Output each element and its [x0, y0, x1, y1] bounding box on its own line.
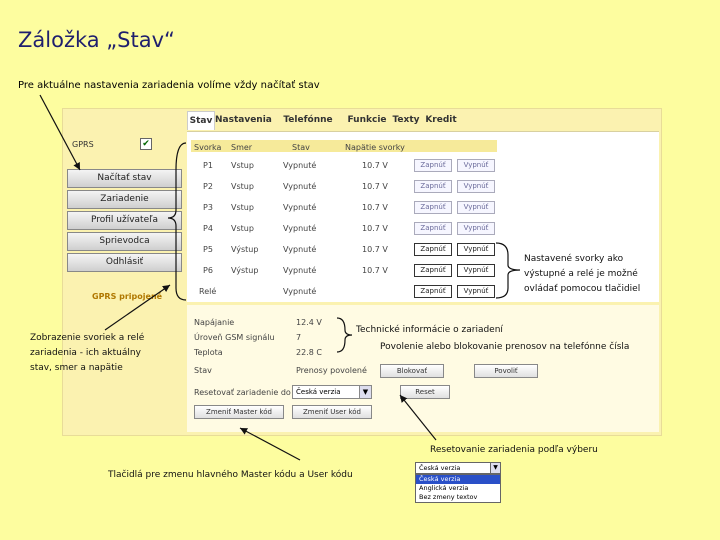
gsm-value: 7 — [296, 333, 302, 342]
row-stav: Vypnuté — [283, 203, 317, 212]
language-dropdown-value: Česká verzia — [419, 464, 461, 472]
device-button[interactable]: Zariadenie — [67, 190, 182, 209]
row-svorka: P4 — [203, 224, 213, 233]
on-button[interactable]: Zapnúť — [414, 264, 452, 277]
gprs-status: GPRS pripojené — [92, 292, 163, 301]
bracket-to-output-buttons — [496, 243, 520, 298]
arrow-to-table — [105, 285, 170, 330]
off-button[interactable]: Vypnúť — [457, 222, 495, 235]
dropdown-option[interactable]: Česká verzia — [416, 475, 500, 484]
row-svorka: P1 — [203, 161, 213, 170]
napajanie-label: Napájanie — [194, 318, 235, 327]
row-napatie: 10.7 V — [362, 245, 388, 254]
tab-kredit[interactable]: Kredit — [425, 115, 457, 125]
row-smer: Vstup — [231, 161, 254, 170]
arrow-to-code-buttons — [240, 428, 300, 460]
col-header-napatie: Napätie svorky — [345, 143, 405, 152]
on-button[interactable]: Zapnúť — [414, 222, 452, 235]
row-smer: Výstup — [231, 245, 259, 254]
reset-label: Resetovať zariadenie do — [194, 388, 291, 397]
off-button[interactable]: Vypnúť — [457, 159, 495, 172]
col-header-svorka: Svorka — [194, 143, 222, 152]
row-svorka: P2 — [203, 182, 213, 191]
chevron-down-icon[interactable]: ▼ — [490, 463, 500, 473]
row-smer: Vstup — [231, 224, 254, 233]
on-button[interactable]: Zapnúť — [414, 159, 452, 172]
row-smer: Vstup — [231, 203, 254, 212]
row-napatie: 10.7 V — [362, 203, 388, 212]
row-stav: Vypnuté — [283, 182, 317, 191]
allow-button[interactable]: Povoliť — [474, 364, 538, 378]
bracket-to-terminals — [168, 143, 186, 300]
row-stav: Vypnuté — [283, 245, 317, 254]
off-button[interactable]: Vypnúť — [457, 180, 495, 193]
on-button[interactable]: Zapnúť — [414, 285, 452, 298]
row-svorka: Relé — [199, 287, 217, 296]
row-napatie: 10.7 V — [362, 182, 388, 191]
tab-texty[interactable]: Texty — [392, 115, 420, 125]
off-button[interactable]: Vypnúť — [457, 285, 495, 298]
user-profile-button[interactable]: Profil užívateľa — [67, 211, 182, 230]
block-button[interactable]: Blokovať — [380, 364, 444, 378]
slide-subtitle: Pre aktuálne nastavenia zariadenia volíme vždy načítať stav — [18, 80, 320, 91]
teplota-value: 22.8 C — [296, 348, 322, 357]
language-dropdown-list — [415, 474, 501, 503]
tab-telefonne-cisla[interactable]: Telefónne — [283, 115, 333, 125]
row-svorka: P5 — [203, 245, 213, 254]
chevron-down-icon[interactable]: ▼ — [359, 386, 371, 398]
row-svorka: P3 — [203, 203, 213, 212]
teplota-label: Teplota — [194, 348, 223, 357]
row-napatie: 10.7 V — [362, 224, 388, 233]
change-master-code-button[interactable]: Zmeniť Master kód — [194, 405, 284, 419]
on-button[interactable]: Zapnúť — [414, 243, 452, 256]
row-stav: Vypnuté — [283, 287, 317, 296]
annotation-transfer-toggle: Povolenie alebo blokovanie prenosov na telefónne čísla — [380, 342, 630, 352]
row-stav: Vypnuté — [283, 266, 317, 275]
annotation-terminals-view: Zobrazenie svoriek a relé zariadenia - ich aktuálny stav, smer a napätie — [30, 333, 145, 373]
reset-select-value: Česká verzia — [296, 388, 341, 396]
tab-stav[interactable]: Stav — [187, 111, 215, 130]
gsm-label: Úroveň GSM signálu — [194, 333, 275, 342]
load-status-button[interactable]: Načítať stav — [67, 169, 182, 188]
row-stav: Vypnuté — [283, 224, 317, 233]
gprs-checkbox[interactable]: ✔ — [140, 138, 152, 150]
row-napatie: 10.7 V — [362, 161, 388, 170]
arrow-to-load-status — [40, 95, 80, 170]
off-button[interactable]: Vypnúť — [457, 264, 495, 277]
dropdown-option[interactable]: Anglická verzia — [419, 484, 469, 492]
change-user-code-button[interactable]: Zmeniť User kód — [292, 405, 372, 419]
tab-nastavenia[interactable]: Nastavenia — [215, 115, 272, 125]
on-button[interactable]: Zapnúť — [414, 201, 452, 214]
annotation-reset: Resetovanie zariadenia podľa výberu — [430, 445, 598, 455]
off-button[interactable]: Vypnúť — [457, 243, 495, 256]
wizard-button[interactable]: Sprievodca — [67, 232, 182, 251]
annotation-tech-info: Technické informácie o zariadení — [356, 325, 503, 335]
row-napatie: 10.7 V — [362, 266, 388, 275]
annotation-output-terminals: Nastavené svorky ako výstupné a relé je možné ovládať pomocou tlačidiel — [524, 254, 641, 294]
gprs-label: GPRS — [72, 140, 94, 149]
row-smer: Výstup — [231, 266, 259, 275]
reset-button[interactable]: Reset — [400, 385, 450, 399]
on-button[interactable]: Zapnúť — [414, 180, 452, 193]
row-svorka: P6 — [203, 266, 213, 275]
stav-label: Stav — [194, 366, 212, 375]
napajanie-value: 12.4 V — [296, 318, 322, 327]
slide-title: Záložka „Stav“ — [18, 28, 175, 52]
dropdown-option[interactable]: Bez zmeny textov — [419, 493, 478, 501]
col-header-stav: Stav — [292, 143, 310, 152]
annotation-code-buttons: Tlačidlá pre zmenu hlavného Master kódu a User kódu — [108, 470, 353, 480]
tab-funkcie[interactable]: Funkcie — [347, 115, 387, 125]
off-button[interactable]: Vypnúť — [457, 201, 495, 214]
logout-button[interactable]: Odhlásiť — [67, 253, 182, 272]
arrow-to-reset — [400, 395, 436, 440]
language-dropdown[interactable] — [415, 462, 501, 474]
row-stav: Vypnuté — [283, 161, 317, 170]
stav-value: Prenosy povolené — [296, 366, 367, 375]
bracket-to-device-info — [337, 318, 352, 352]
col-header-smer: Smer — [231, 143, 253, 152]
row-smer: Vstup — [231, 182, 254, 191]
